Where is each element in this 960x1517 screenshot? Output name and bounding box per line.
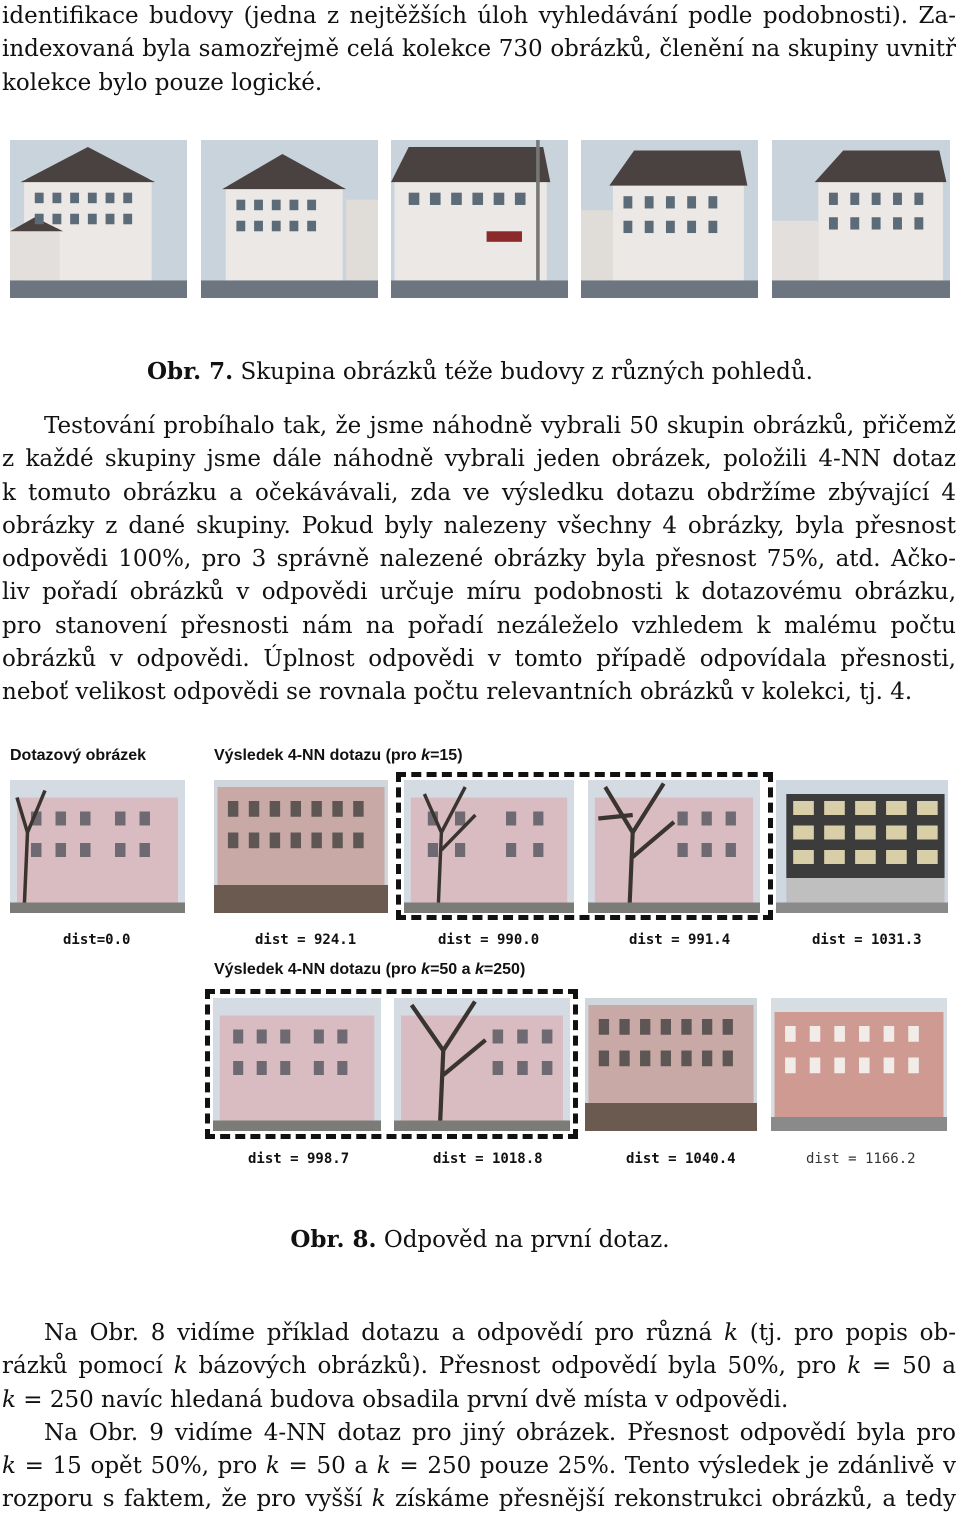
dist-k15-1: dist = 924.1 [255,932,357,948]
intro-line-2: indexovaná byla samozřejmě celá kolekce 730 obrázků, členění na skupiny uvnitř [2,36,956,63]
discussion-p2-line-2: k = 15 opět 50%, pro k = 50 a k = 250 pouze 25%. Tento výsledek je zdánlivě v [2,1453,956,1480]
dist-k15-2: dist = 990.0 [438,932,540,948]
dist-k50-4: dist = 1166.2 [806,1151,916,1167]
testing-line-7: pro stanovení přesnosti nám na pořadí nezáleželo vzhledem k malému počtu [2,612,956,639]
intro-line-1: identifikace budovy (jedna z nejtěžších úloh vyhledávání podle podobnosti). Za- [2,3,956,29]
result-k50-photo-3 [585,998,757,1131]
discussion-p1-line-1: Na Obr. 8 vidíme příklad dotazu a odpovědí pro různá k (tj. pro popis ob- [44,1320,956,1346]
dist-k50-2: dist = 1018.8 [433,1151,543,1167]
correct-result-highlight-k50 [205,989,578,1139]
intro-line-3: kolekce bylo pouze logické. [2,69,323,96]
testing-line-4: obrázky z dané skupiny. Pokud byly nalezeny všechny 4 obrázky, byla přesnost [2,512,956,539]
result-k15-photo-1 [214,780,388,913]
dist-k50-3: dist = 1040.4 [626,1151,736,1167]
building-photo-2 [201,140,378,298]
figure-8-caption [0,1226,960,1253]
building-photo-3 [391,140,568,298]
building-photo-4 [581,140,758,298]
discussion-p2-line-1: Na Obr. 9 vidíme 4-NN dotaz pro jiný obrázek. Přesnost odpovědí byla pro [44,1419,956,1446]
figure-7-caption [0,358,960,385]
figure-8-caption-text: Odpověd na první dotaz. [383,1227,670,1253]
building-photo-5 [772,140,950,298]
correct-result-highlight-k15 [396,772,773,920]
figure-7-label: Obr. 7. [146,358,234,385]
figure-7-caption-text: Skupina obrázků téže budovy z různých pohledů. [240,359,813,385]
result-k15-photo-4 [776,780,948,913]
testing-line-9: neboť velikost odpovědi se rovnala počtu relevantních obrázků v kolekci, tj. 4. [2,679,913,706]
testing-line-5: odpovědi 100%, pro 3 správně nalezené obrázky byla přesnost 75%, atd. Ačko- [2,546,956,573]
discussion-p1-line-2: rázků pomocí k bázových obrázků). Přesnost odpovědí byla 50%, pro k = 50 a [2,1353,956,1380]
dist-k50-1: dist = 998.7 [248,1151,350,1167]
figure-8-label: Obr. 8. [290,1226,377,1253]
discussion-paragraph [2,1317,956,1517]
discussion-p1-line-3: k = 250 navíc hledaná budova obsadila první dvě místa v odpovědi. [2,1386,789,1413]
testing-line-2: z každé skupiny jsme dále náhodně vybrali jeden obrázek, položili 4-NN dotaz [2,446,956,473]
testing-line-6: liv pořadí obrázků v odpovědi určuje míru podobnosti k dotazovému obrázku, [2,579,956,606]
testing-paragraph [2,410,956,710]
discussion-p2-line-3: rozporu s faktem, že pro vyšší k získáme přesnější rekonstrukci obrázků, a tedy [2,1486,957,1513]
intro-paragraph [2,0,956,100]
building-photo-1 [10,140,187,298]
testing-line-1: Testování probíhalo tak, že jsme náhodně vybrali 50 skupin obrázků, přičemž [44,413,956,439]
result-k50-k250-label: Výsledek 4-NN dotazu (pro k=50 a k=250) [214,961,526,978]
dist-k15-4: dist = 1031.3 [812,932,922,948]
figure-7-images [10,140,950,298]
result-k50-photo-4 [771,998,947,1131]
dist-k15-3: dist = 991.4 [629,932,731,948]
testing-line-3: k tomuto obrázku a očekávávali, zda ve výsledku dotazu obdržíme zbývající 4 [2,479,956,506]
testing-line-8: obrázků v odpovědi. Úplnost odpovědi v tomto případě odpovídala přesnosti, [2,646,956,673]
result-k15-label: Výsledek 4-NN dotazu (pro k=15) [214,747,463,764]
dist-query: dist=0.0 [63,932,131,948]
query-image-label: Dotazový obrázek [10,747,147,764]
query-photo [10,780,185,913]
